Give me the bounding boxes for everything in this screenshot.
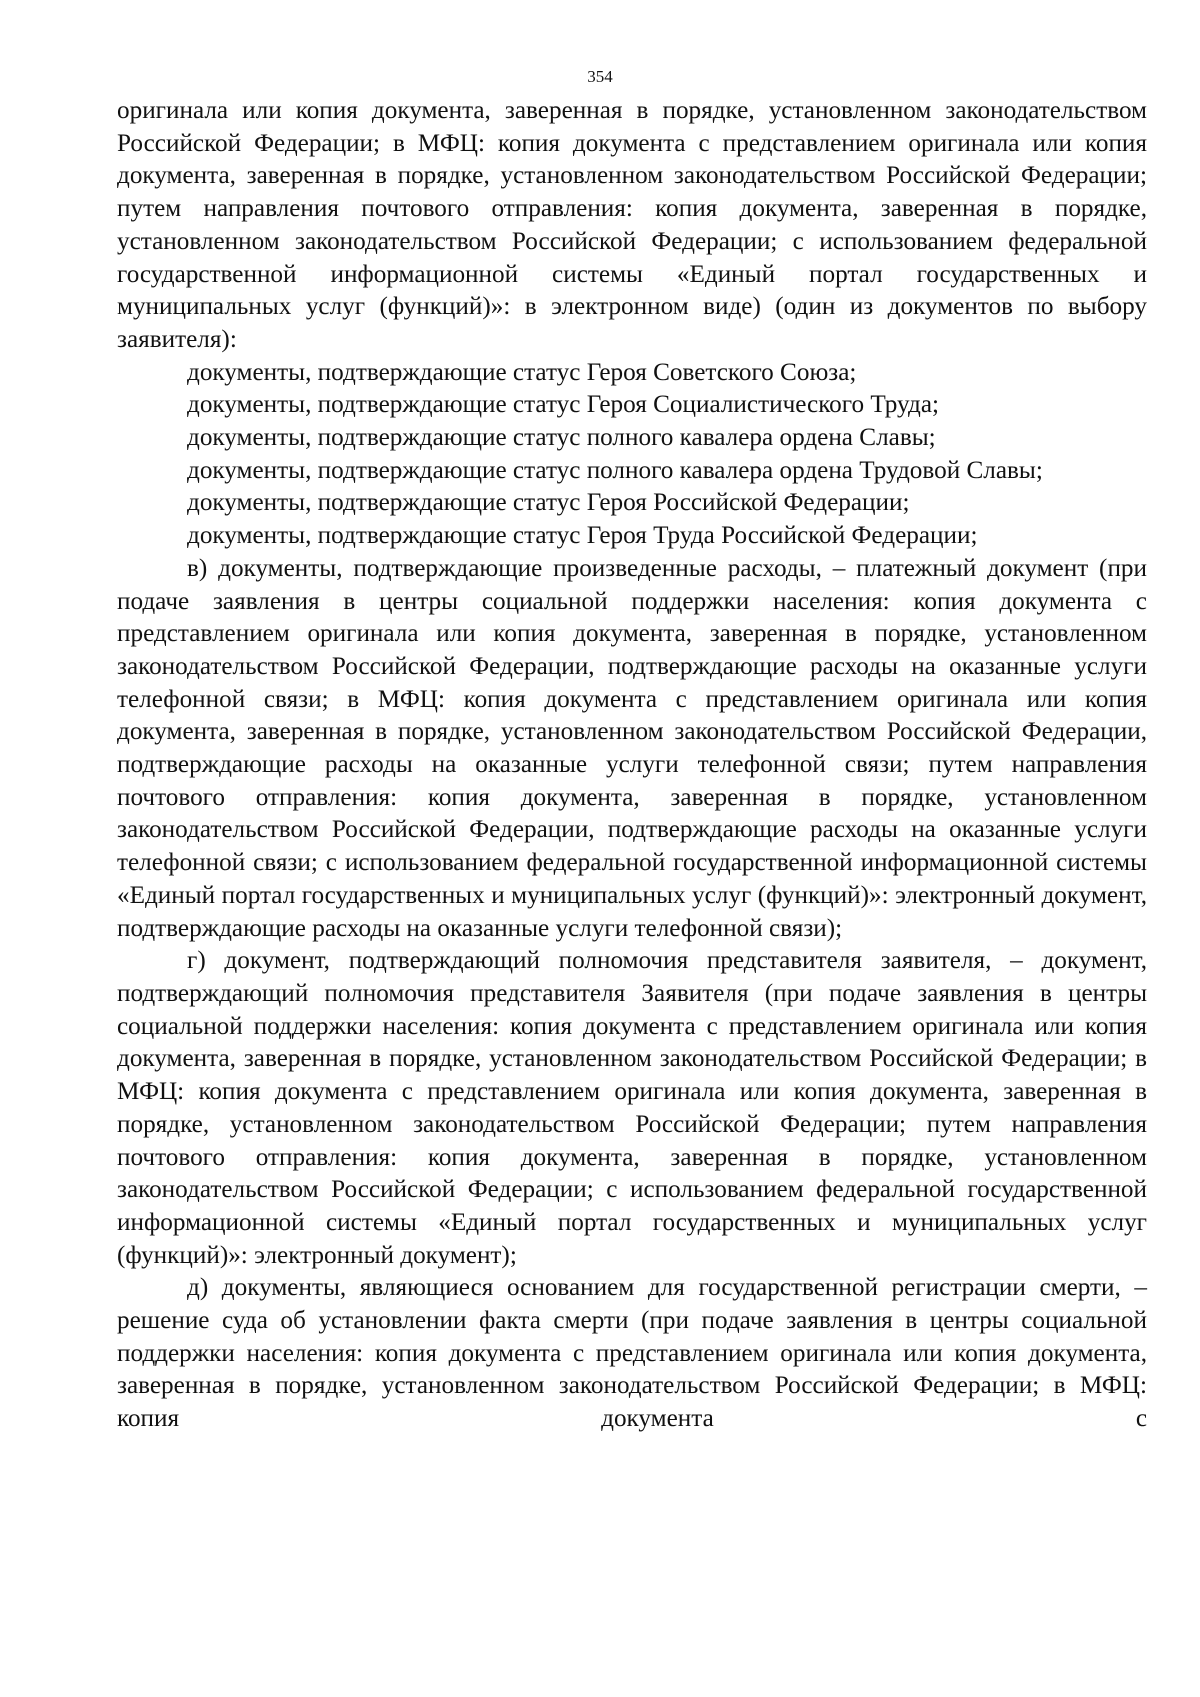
list-item-order-of-labour-glory: документы, подтверждающие статус полного кавалера ордена Трудовой Славы; <box>187 456 1043 484</box>
list-item-hero-soviet-union: документы, подтверждающие статус Героя Советского Союза; <box>187 358 857 386</box>
list-item-hero-socialist-labour: документы, подтверждающие статус Героя Социалистического Труда; <box>187 391 940 419</box>
page-number: 354 <box>587 67 613 86</box>
list-item-hero-of-labour: документы, подтверждающие статус Героя Труда Российской Федерации; <box>187 522 978 550</box>
paragraph-item-d: д) документы, являющиеся основанием для государственной регистрации смерти, – решение суда об установлении факта смерти (при подаче заявления в центры социальной поддержки населения: копия документа с представлением оригинала или копия документа, заверенная в порядке, установленном законодательством Российской Федерации; в МФЦ: копия документа с <box>117 1274 1147 1433</box>
paragraph-item-v: в) документы, подтверждающие произведенные расходы, – платежный документ (при подаче заявления в центры социальной поддержки населения: копия документа с представлением оригинала или копия документа, заверенная в порядке, установленном законодательством Российской Федерации, подтверждающие расходы на оказанные услуги телефонной связи; в МФЦ: копия документа с представлением оригинала или копия документа, заверенная в порядке, установленном законодательством Российской Федерации, подтверждающие расходы на оказанные услуги телефонной связи; путем направления почтового отправления: копия документа, заверенная в порядке, установленном законодательством Российской Федерации, подтверждающие расходы на оказанные услуги телефонной связи; с использованием федеральной государственной информационной системы «Единый портал государственных и муниципальных услуг (функций)»: электронный документ, подтверждающие расходы на оказанные услуги телефонной связи); <box>117 554 1147 942</box>
list-item-order-of-glory: документы, подтверждающие статус полного кавалера ордена Славы; <box>187 424 936 452</box>
document-body <box>117 95 1147 1436</box>
paragraph-continuation: оригинала или копия документа, заверенная в порядке, установленном законодательством Российской Федерации; в МФЦ: копия документа с представлением оригинала или копия документа, заверенная в порядке, установленном законодательством Российской Федерации; путем направления почтового отправления: копия документа, заверенная в порядке, установленном законодательством Российской Федерации; с использованием федеральной государственной информационной системы «Единый портал государственных и муниципальных услуг (функций)»: в электронном виде) (один из документов по выбору заявителя): <box>117 97 1147 353</box>
paragraph-item-g: г) документ, подтверждающий полномочия представителя заявителя, – документ, подтверждающий полномочия представителя Заявителя (при подаче заявления в центры социальной поддержки населения: копия документа с представлением оригинала или копия документа, заверенная в порядке, установленном законодательством Российской Федерации; в МФЦ: копия документа с представлением оригинала или копия документа, заверенная в порядке, установленном законодательством Российской Федерации; путем направления почтового отправления: копия документа, заверенная в порядке, установленном законодательством Российской Федерации; с использованием федеральной государственной информационной системы «Единый портал государственных и муниципальных услуг (функций)»: электронный документ); <box>117 947 1147 1269</box>
list-item-hero-russian-federation: документы, подтверждающие статус Героя Российской Федерации; <box>187 489 910 517</box>
